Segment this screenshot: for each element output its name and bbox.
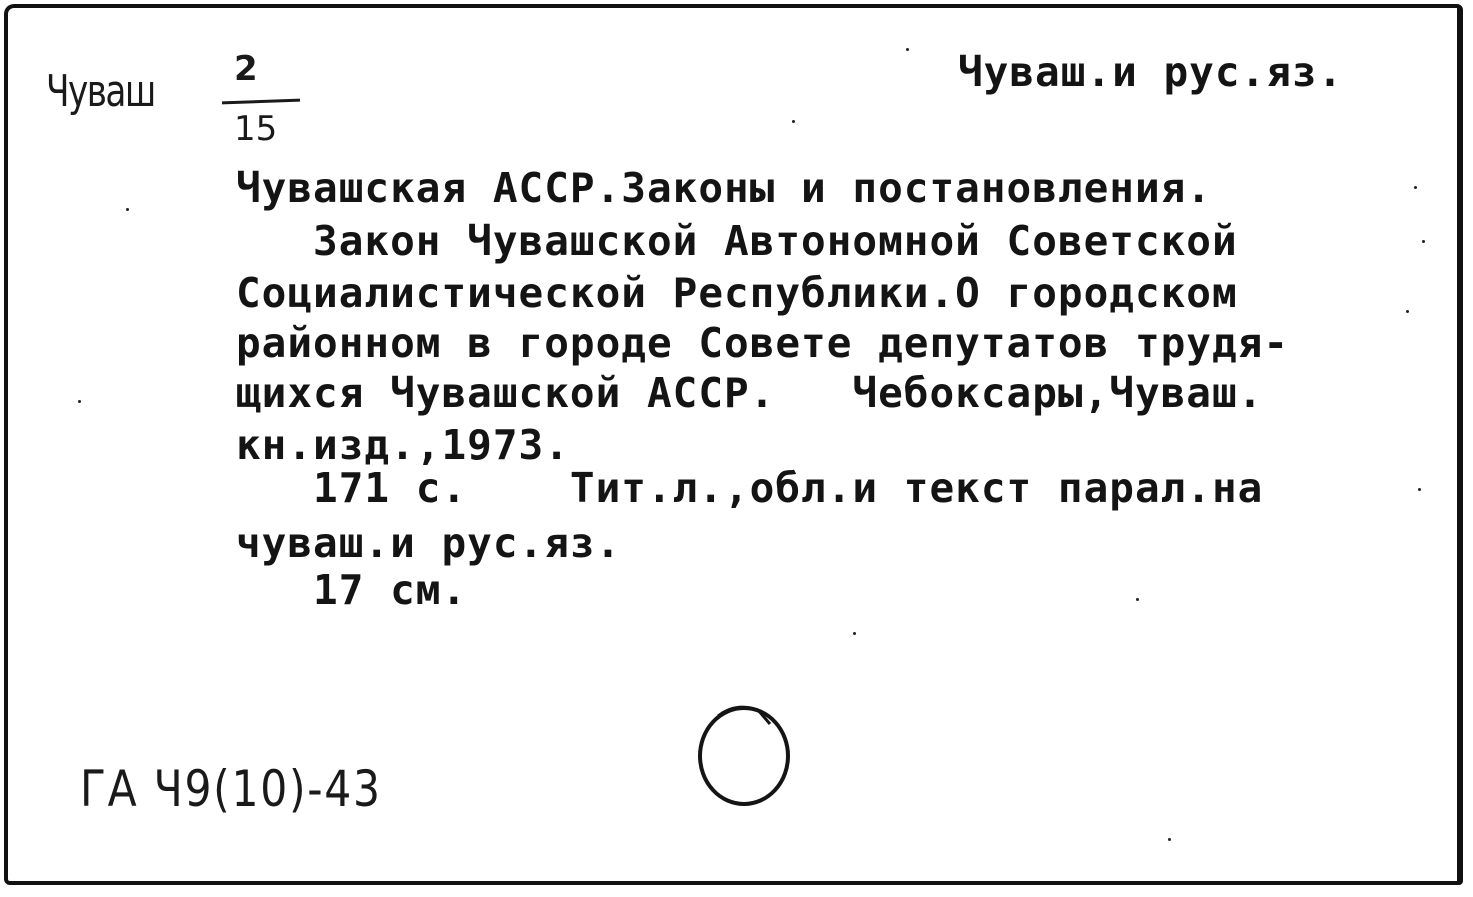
entry-line-8: чуваш.и рус.яз. <box>236 519 622 567</box>
entry-line-5: щихся Чувашской АССР. Чебоксары,Чуваш. <box>236 369 1264 417</box>
shelf-mark-fraction-line <box>222 99 300 105</box>
card-heading: Чуваш.и рус.яз. <box>958 48 1344 96</box>
speck <box>1168 838 1171 841</box>
speck <box>906 48 909 51</box>
speck <box>1136 598 1139 601</box>
speck <box>126 208 129 211</box>
speck <box>853 632 856 635</box>
library-stamp-circle <box>696 698 792 808</box>
speck <box>78 400 81 403</box>
catalog-card <box>4 4 1463 885</box>
speck <box>1422 240 1425 243</box>
entry-line-6: кн.изд.,1973. <box>236 421 570 469</box>
speck <box>1406 310 1409 313</box>
shelf-mark-denominator: 15 <box>234 109 278 149</box>
entry-line-1: Чувашская АССР.Законы и постановления. <box>236 164 1212 212</box>
entry-line-3: Социалистической Республики.О городском <box>236 269 1238 317</box>
speck <box>1418 488 1421 491</box>
entry-line-9: 17 см. <box>236 566 468 614</box>
speck <box>792 120 795 123</box>
entry-line-7: 171 с. Тит.л.,обл.и текст парал.на <box>236 464 1264 512</box>
shelf-mark <box>46 49 306 162</box>
shelf-mark-code: Чуваш <box>46 66 155 117</box>
call-number: ГА Ч9(10)-43 <box>80 760 382 818</box>
speck <box>1414 186 1417 189</box>
shelf-mark-numerator: 2 <box>234 49 258 89</box>
entry-line-2: Закон Чувашской Автономной Советской <box>236 217 1238 265</box>
entry-line-4: районном в городе Совете депутатов трудя- <box>236 319 1290 367</box>
